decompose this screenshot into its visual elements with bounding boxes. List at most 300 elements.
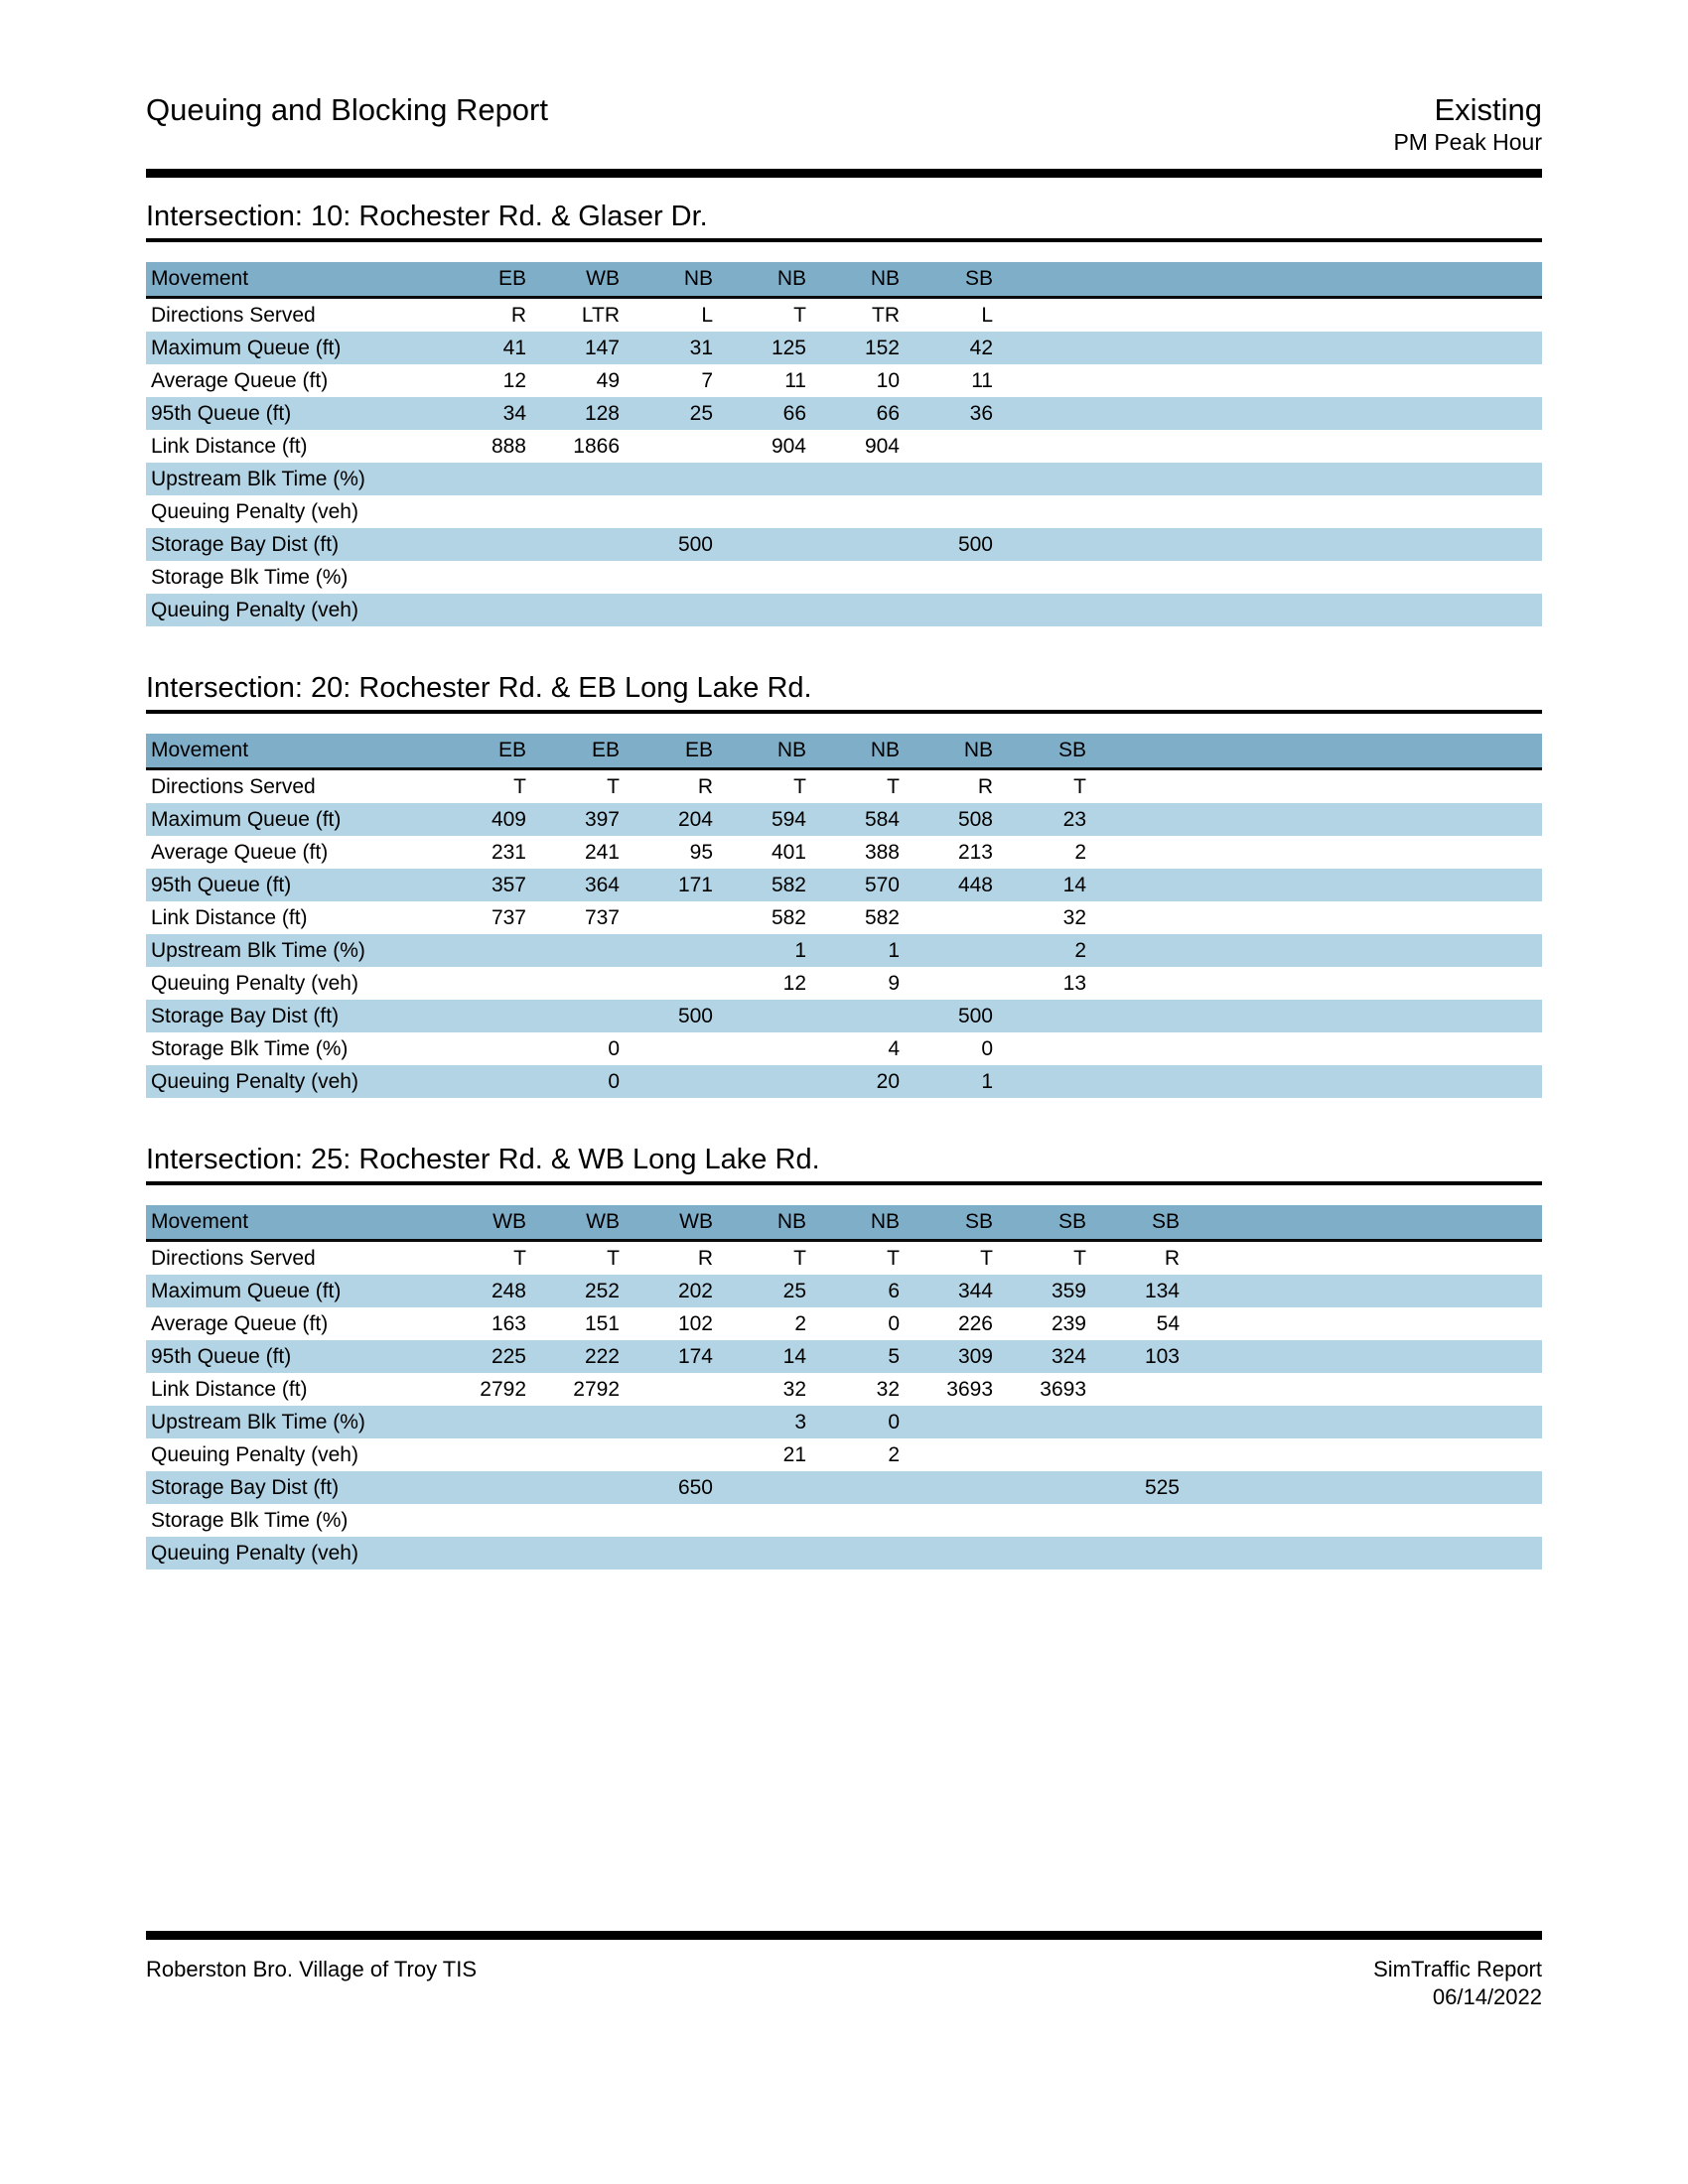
intersection-heading: Intersection: 20: Rochester Rd. & EB Long Lake Rd. <box>146 672 812 704</box>
value-cell <box>433 967 526 1000</box>
filler-cell <box>1180 1373 1542 1406</box>
value-cell <box>900 561 993 594</box>
value-cell <box>900 934 993 967</box>
table-row <box>146 332 1542 364</box>
report-header-right <box>1393 91 1542 156</box>
filler-cell <box>1180 1340 1542 1373</box>
value-cell <box>993 1438 1086 1471</box>
value-cell: 2 <box>888 1443 900 1466</box>
value-cell: 14 <box>782 1345 806 1368</box>
value-cell: 904 <box>864 435 900 458</box>
row-label: Directions Served <box>151 1247 316 1270</box>
value-cell: 13 <box>1062 972 1086 995</box>
value-cell <box>526 528 620 561</box>
value-cell: 11 <box>784 369 806 392</box>
value-cell <box>900 495 993 528</box>
value-cell: 34 <box>502 402 526 425</box>
value-cell <box>526 1406 620 1438</box>
value-cell <box>713 1504 806 1537</box>
value-cell: 25 <box>782 1280 806 1302</box>
value-cell <box>806 495 900 528</box>
value-cell <box>713 1000 806 1032</box>
row-label: 95th Queue (ft) <box>151 402 292 425</box>
value-cell: 582 <box>864 906 900 929</box>
filler-cell <box>1086 734 1542 767</box>
table-row <box>146 1000 1542 1032</box>
table-row <box>146 1307 1542 1340</box>
filler-cell <box>993 561 1542 594</box>
table-row <box>146 803 1542 836</box>
row-label: Storage Bay Dist (ft) <box>151 1476 340 1499</box>
value-cell <box>900 1537 993 1570</box>
table-row <box>146 1032 1542 1065</box>
value-cell <box>900 463 993 495</box>
value-cell <box>900 594 993 626</box>
value-cell: 0 <box>608 1037 620 1060</box>
intersection-section <box>146 1142 1542 1570</box>
movement-header-cell: SB <box>1057 1210 1086 1233</box>
value-cell: 32 <box>1062 906 1086 929</box>
value-cell: 582 <box>771 906 806 929</box>
value-cell <box>713 594 806 626</box>
value-cell <box>993 1065 1086 1098</box>
value-cell <box>900 1471 993 1504</box>
value-cell: 650 <box>677 1476 713 1499</box>
table-row <box>146 1340 1542 1373</box>
value-cell: T <box>513 775 526 798</box>
value-cell: 14 <box>1062 874 1086 896</box>
value-cell <box>433 495 526 528</box>
value-cell: 409 <box>491 808 526 831</box>
value-cell: 134 <box>1144 1280 1180 1302</box>
movement-header-cell: NB <box>870 1210 900 1233</box>
value-cell <box>433 528 526 561</box>
table-row <box>146 1504 1542 1537</box>
value-cell: 171 <box>677 874 713 896</box>
row-label: Upstream Blk Time (%) <box>151 1411 365 1433</box>
table-row <box>146 1242 1542 1275</box>
value-cell <box>806 1471 900 1504</box>
movement-header-cell: EB <box>684 739 713 761</box>
heading-rule <box>146 1181 1542 1185</box>
value-cell <box>433 1032 526 1065</box>
row-label: Queuing Penalty (veh) <box>151 599 358 621</box>
value-cell: 239 <box>1051 1312 1086 1335</box>
movement-header-cell: NB <box>776 739 806 761</box>
value-cell: 20 <box>876 1070 900 1093</box>
table-row <box>146 967 1542 1000</box>
value-cell <box>620 901 713 934</box>
value-cell <box>433 1504 526 1537</box>
filler-cell <box>1086 770 1542 803</box>
value-cell: 1866 <box>573 435 620 458</box>
table-row <box>146 1471 1542 1504</box>
value-cell <box>620 495 713 528</box>
value-cell <box>620 430 713 463</box>
table-row <box>146 299 1542 332</box>
row-label: Maximum Queue (ft) <box>151 1280 342 1302</box>
value-cell <box>900 1438 993 1471</box>
movement-header-cell: EB <box>497 739 526 761</box>
table-row <box>146 430 1542 463</box>
value-cell: 904 <box>771 435 806 458</box>
table-row <box>146 1373 1542 1406</box>
value-cell: 3693 <box>1040 1378 1086 1401</box>
intersection-tables <box>146 199 1542 1570</box>
value-cell <box>713 1065 806 1098</box>
movement-header-cell: SB <box>1151 1210 1180 1233</box>
table-row <box>146 495 1542 528</box>
filler-cell <box>1086 836 1542 869</box>
value-cell: 25 <box>689 402 713 425</box>
intersection-section <box>146 670 1542 1098</box>
movement-header-cell: NB <box>683 267 713 290</box>
filler-cell <box>1180 1471 1542 1504</box>
value-cell <box>806 561 900 594</box>
value-cell: 344 <box>957 1280 993 1302</box>
value-cell <box>526 1471 620 1504</box>
row-label: Directions Served <box>151 304 316 327</box>
value-cell <box>713 495 806 528</box>
value-cell: 737 <box>491 906 526 929</box>
value-cell <box>433 1406 526 1438</box>
filler-cell <box>1180 1504 1542 1537</box>
value-cell: 500 <box>957 533 993 556</box>
table-row <box>146 1275 1542 1307</box>
value-cell <box>1086 1373 1180 1406</box>
value-cell <box>526 1537 620 1570</box>
value-cell: 202 <box>677 1280 713 1302</box>
table-row <box>146 463 1542 495</box>
value-cell: T <box>1073 775 1086 798</box>
value-cell <box>713 528 806 561</box>
value-cell <box>993 1504 1086 1537</box>
value-cell: R <box>697 1247 713 1270</box>
filler-cell <box>1086 967 1542 1000</box>
value-cell: 42 <box>969 337 993 359</box>
value-cell: 0 <box>888 1411 900 1433</box>
value-cell: 2 <box>794 1312 806 1335</box>
value-cell <box>993 1406 1086 1438</box>
report-header <box>146 0 1542 156</box>
value-cell <box>526 1438 620 1471</box>
value-cell: 11 <box>971 369 993 392</box>
header-rule <box>146 169 1542 178</box>
value-cell <box>433 561 526 594</box>
value-cell: 324 <box>1051 1345 1086 1368</box>
table-header-row <box>146 1205 1542 1242</box>
filler-cell <box>1180 1242 1542 1275</box>
filler-cell <box>993 364 1542 397</box>
value-cell: 584 <box>864 808 900 831</box>
value-cell: TR <box>872 304 900 327</box>
value-cell: 125 <box>771 337 806 359</box>
table-header-row <box>146 734 1542 770</box>
row-label: 95th Queue (ft) <box>151 874 292 896</box>
value-cell <box>806 1000 900 1032</box>
movement-header-cell: WB <box>586 1210 620 1233</box>
value-cell: 2 <box>1074 841 1086 864</box>
heading-rule <box>146 238 1542 242</box>
value-cell: 500 <box>677 1005 713 1027</box>
value-cell <box>713 1471 806 1504</box>
movement-header-cell: EB <box>497 267 526 290</box>
value-cell: 570 <box>864 874 900 896</box>
value-cell: 103 <box>1144 1345 1180 1368</box>
value-cell: 500 <box>677 533 713 556</box>
row-label: Queuing Penalty (veh) <box>151 1542 358 1565</box>
value-cell: T <box>980 1247 993 1270</box>
value-cell: 32 <box>782 1378 806 1401</box>
value-cell <box>620 1373 713 1406</box>
value-cell <box>433 1471 526 1504</box>
value-cell <box>993 1537 1086 1570</box>
value-cell: 222 <box>584 1345 620 1368</box>
value-cell: 525 <box>1144 1476 1180 1499</box>
value-cell: T <box>607 1247 620 1270</box>
value-cell: 7 <box>701 369 713 392</box>
value-cell <box>620 934 713 967</box>
value-cell <box>713 1537 806 1570</box>
value-cell <box>526 495 620 528</box>
value-cell <box>526 594 620 626</box>
table-row <box>146 1406 1542 1438</box>
value-cell: 397 <box>584 808 620 831</box>
value-cell: 6 <box>888 1280 900 1302</box>
row-label: Queuing Penalty (veh) <box>151 500 358 523</box>
value-cell <box>1086 1537 1180 1570</box>
value-cell: 225 <box>491 1345 526 1368</box>
value-cell: T <box>887 775 900 798</box>
row-label: Average Queue (ft) <box>151 1312 329 1335</box>
row-label: Directions Served <box>151 775 316 798</box>
value-cell <box>1086 1504 1180 1537</box>
filler-cell <box>993 262 1542 296</box>
value-cell: 36 <box>969 402 993 425</box>
page-title: Queuing and Blocking Report <box>146 92 548 127</box>
value-cell <box>620 967 713 1000</box>
footer-rule <box>146 1931 1542 1940</box>
value-cell <box>526 1000 620 1032</box>
value-cell: 359 <box>1051 1280 1086 1302</box>
footer-date: 06/14/2022 <box>1432 1984 1542 2009</box>
value-cell: 0 <box>888 1312 900 1335</box>
value-cell <box>526 463 620 495</box>
movement-header-cell: SB <box>964 1210 993 1233</box>
filler-cell <box>1180 1275 1542 1307</box>
footer-row <box>146 1956 1542 2011</box>
row-label: Upstream Blk Time (%) <box>151 468 365 490</box>
value-cell: 252 <box>584 1280 620 1302</box>
filler-cell <box>1086 1065 1542 1098</box>
queue-table <box>146 1205 1542 1570</box>
value-cell: 21 <box>782 1443 806 1466</box>
value-cell <box>900 967 993 1000</box>
movement-header-cell: WB <box>586 267 620 290</box>
value-cell: 31 <box>689 337 713 359</box>
value-cell: 2792 <box>480 1378 526 1401</box>
value-cell <box>620 1537 713 1570</box>
filler-cell <box>993 463 1542 495</box>
footer-report-name: SimTraffic Report <box>1373 1957 1542 1981</box>
value-cell: 95 <box>689 841 713 864</box>
value-cell <box>806 594 900 626</box>
value-cell <box>806 1537 900 1570</box>
filler-cell <box>1180 1537 1542 1570</box>
value-cell <box>526 934 620 967</box>
movement-header-label: Movement <box>151 267 249 290</box>
value-cell: 41 <box>502 337 526 359</box>
value-cell <box>993 1000 1086 1032</box>
movement-header-cell: WB <box>492 1210 526 1233</box>
value-cell: 4 <box>888 1037 900 1060</box>
filler-cell <box>1086 803 1542 836</box>
value-cell: 1 <box>981 1070 993 1093</box>
value-cell: 0 <box>981 1037 993 1060</box>
value-cell <box>433 934 526 967</box>
value-cell <box>620 1438 713 1471</box>
table-row <box>146 1065 1542 1098</box>
value-cell: 12 <box>502 369 526 392</box>
movement-header-label: Movement <box>151 739 249 761</box>
intersection-heading: Intersection: 25: Rochester Rd. & WB Long Lake Rd. <box>146 1144 820 1175</box>
value-cell: 1 <box>794 939 806 962</box>
footer-right <box>1373 1956 1542 2011</box>
value-cell <box>993 1471 1086 1504</box>
row-label: Storage Blk Time (%) <box>151 1509 349 1532</box>
value-cell: 66 <box>876 402 900 425</box>
value-cell <box>900 1504 993 1537</box>
filler-cell <box>993 299 1542 332</box>
row-label: 95th Queue (ft) <box>151 1345 292 1368</box>
table-row <box>146 561 1542 594</box>
row-label: Upstream Blk Time (%) <box>151 939 365 962</box>
movement-header-cell: SB <box>1057 739 1086 761</box>
value-cell <box>993 1032 1086 1065</box>
value-cell: T <box>607 775 620 798</box>
value-cell <box>1086 1406 1180 1438</box>
filler-cell <box>993 332 1542 364</box>
value-cell: T <box>887 1247 900 1270</box>
value-cell: L <box>701 304 713 327</box>
filler-cell <box>993 495 1542 528</box>
filler-cell <box>1086 901 1542 934</box>
value-cell: T <box>793 1247 806 1270</box>
value-cell: 0 <box>608 1070 620 1093</box>
filler-cell <box>1180 1307 1542 1340</box>
value-cell <box>806 1504 900 1537</box>
queue-table <box>146 734 1542 1098</box>
value-cell: 49 <box>596 369 620 392</box>
value-cell: 248 <box>491 1280 526 1302</box>
value-cell <box>620 594 713 626</box>
value-cell: 508 <box>957 808 993 831</box>
value-cell <box>713 561 806 594</box>
value-cell <box>433 1537 526 1570</box>
value-cell: 54 <box>1156 1312 1180 1335</box>
value-cell: 2 <box>1074 939 1086 962</box>
row-label: Queuing Penalty (veh) <box>151 1070 358 1093</box>
footer-project: Roberston Bro. Village of Troy TIS <box>146 1957 478 1981</box>
value-cell <box>433 1065 526 1098</box>
filler-cell <box>1086 869 1542 901</box>
movement-header-cell: SB <box>964 267 993 290</box>
value-cell: 737 <box>584 906 620 929</box>
table-header-row <box>146 262 1542 299</box>
table-row <box>146 770 1542 803</box>
value-cell: R <box>697 775 713 798</box>
value-cell: 102 <box>677 1312 713 1335</box>
value-cell: 388 <box>864 841 900 864</box>
value-cell: 10 <box>876 369 900 392</box>
table-row <box>146 594 1542 626</box>
row-label: Average Queue (ft) <box>151 841 329 864</box>
value-cell <box>620 561 713 594</box>
value-cell: R <box>977 775 993 798</box>
row-label: Maximum Queue (ft) <box>151 337 342 359</box>
queue-table <box>146 262 1542 626</box>
filler-cell <box>993 397 1542 430</box>
movement-header-label: Movement <box>151 1210 249 1233</box>
value-cell: 357 <box>491 874 526 896</box>
table-row <box>146 1537 1542 1570</box>
table-row <box>146 397 1542 430</box>
value-cell <box>433 1438 526 1471</box>
value-cell <box>1086 1438 1180 1471</box>
movement-header-cell: NB <box>870 739 900 761</box>
value-cell: T <box>793 775 806 798</box>
value-cell: T <box>513 1247 526 1270</box>
value-cell: 364 <box>584 874 620 896</box>
table-row <box>146 836 1542 869</box>
value-cell: 213 <box>957 841 993 864</box>
movement-header-cell: NB <box>870 267 900 290</box>
value-cell <box>433 594 526 626</box>
value-cell: 174 <box>677 1345 713 1368</box>
value-cell: 888 <box>491 435 526 458</box>
movement-header-cell: WB <box>679 1210 713 1233</box>
value-cell <box>620 463 713 495</box>
value-cell <box>806 528 900 561</box>
row-label: Storage Bay Dist (ft) <box>151 533 340 556</box>
value-cell: 3 <box>794 1411 806 1433</box>
value-cell: 241 <box>584 841 620 864</box>
value-cell: 231 <box>491 841 526 864</box>
value-cell: 32 <box>876 1378 900 1401</box>
value-cell <box>433 1000 526 1032</box>
heading-rule <box>146 710 1542 714</box>
filler-cell <box>1086 1000 1542 1032</box>
value-cell <box>526 967 620 1000</box>
table-row <box>146 934 1542 967</box>
intersection-section <box>146 199 1542 626</box>
value-cell <box>806 463 900 495</box>
value-cell <box>526 1504 620 1537</box>
filler-cell <box>993 528 1542 561</box>
value-cell <box>433 463 526 495</box>
movement-header-cell: NB <box>776 1210 806 1233</box>
value-cell <box>900 901 993 934</box>
filler-cell <box>1180 1438 1542 1471</box>
row-label: Storage Blk Time (%) <box>151 1037 349 1060</box>
table-row <box>146 901 1542 934</box>
value-cell: 582 <box>771 874 806 896</box>
value-cell: 448 <box>957 874 993 896</box>
value-cell: 151 <box>584 1312 620 1335</box>
value-cell: 9 <box>888 972 900 995</box>
scenario-label: Existing <box>1434 92 1542 127</box>
row-label: Link Distance (ft) <box>151 435 308 458</box>
